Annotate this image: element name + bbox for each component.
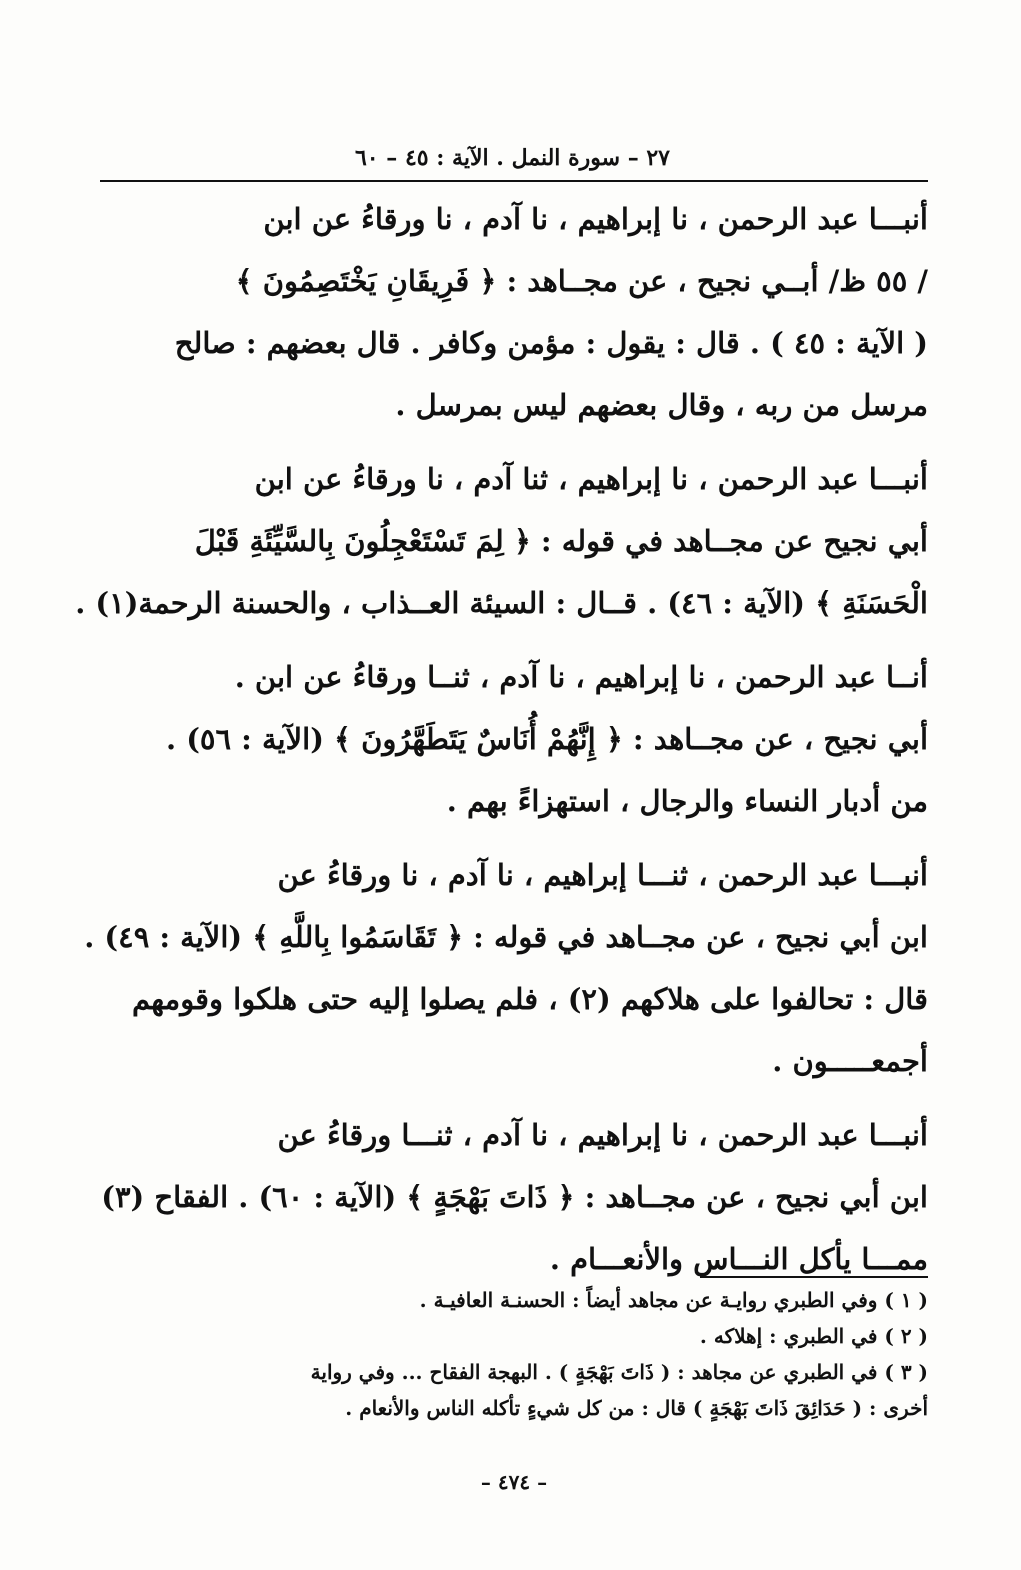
- text-line: ممـــا يأكل النـــاس والأنعـــام .: [549, 1242, 928, 1276]
- page-number: – ٤٧٤ –: [480, 1470, 548, 1494]
- footnote-divider: [700, 1276, 928, 1278]
- text-line: الْحَسَنَةِ ﴾ (الآية : ٤٦) . قــال : السيئة العــذاب ، والحسنة الرحمة(١) .: [75, 586, 928, 620]
- text-line: أنــا عبد الرحمن ، نا إبراهيم ، نا آدم ، ثنــا ورقاءُ عن ابن .: [234, 660, 928, 694]
- text-line: أبي نجيح ، عن مجــاهد : ﴿ إِنَّهُمْ أُنَاسٌ يَتَطَهَّرُونَ ﴾ (الآية : ٥٦) .: [166, 722, 928, 756]
- running-header: ٢٧ – سورة النمل . الآية : ٤٥ – ٦٠: [354, 145, 670, 171]
- text-line: ابن أبي نجيح ، عن مجــاهد : ﴿ ذَاتَ بَهْجَةٍ ﴾ (الآية : ٦٠) . الفقاح (٣): [101, 1180, 928, 1214]
- footnote-1: ( ١ ) وفي الطبري روايـة عن مجاهد أيضاً : الحسنـة العافيـة .: [419, 1288, 928, 1312]
- footnote-2: ( ٢ ) في الطبري : إهلاكه .: [699, 1324, 928, 1348]
- footnote-3: ( ٣ ) في الطبري عن مجاهد : ( ذَاتَ بَهْجَةٍ ) . البهجة الفقاح ... وفي رواية: [310, 1360, 928, 1384]
- text-body: [75, 188, 928, 1290]
- text-line: أنبـــا عبد الرحمن ، نا إبراهيم ، نا آدم ، ثنـــا ورقاءُ عن: [277, 1118, 928, 1152]
- text-line: / ٥٥ ظ/ أبــي نجيح ، عن مجــاهد : ﴿ فَرِيقَانِ يَخْتَصِمُونَ ﴾: [235, 264, 928, 298]
- paragraph-3: [100, 646, 928, 832]
- text-line: قال : تحالفوا على هلاكهم (٢) ، فلم يصلوا إليه حتى هلكوا وقومهم: [132, 982, 928, 1016]
- text-line: ابن أبي نجيح ، عن مجــاهد في قوله : ﴿ تَقَاسَمُوا بِاللَّهِ ﴾ (الآية : ٤٩) .: [84, 920, 928, 954]
- footnote-3-continued: أخرى : ( حَدَائِقَ ذَاتَ بَهْجَةٍ ) قال : من كل شيءٍ تأكله الناس والأنعام .: [345, 1396, 928, 1420]
- text-line: أنبـــا عبد الرحمن ، نا إبراهيم ، ثنا آدم ، نا ورقاءُ عن ابن: [254, 462, 928, 496]
- paragraph-1: [100, 188, 928, 436]
- paragraph-2: [75, 448, 928, 634]
- text-line: أنبـــا عبد الرحمن ، نا إبراهيم ، نا آدم ، نا ورقاءُ عن ابن: [263, 202, 928, 236]
- text-line: أجمعـــــون .: [772, 1044, 928, 1078]
- text-line: ( الآية : ٤٥ ) . قال : يقول : مؤمن وكافر . قال بعضهم : صالح: [174, 326, 928, 360]
- text-line: أنبـــا عبد الرحمن ، ثنـــا إبراهيم ، نا آدم ، نا ورقاءُ عن: [277, 858, 928, 892]
- paragraph-4: [84, 844, 928, 1092]
- footnotes: [100, 1282, 928, 1426]
- text-line: أبي نجيح عن مجــاهد في قوله : ﴿ لِمَ تَسْتَعْجِلُونَ بِالسَّيِّئَةِ قَبْلَ: [194, 524, 928, 558]
- text-line: من أدبار النساء والرجال ، استهزاءً بهم .: [446, 784, 928, 818]
- header-divider: [100, 180, 928, 182]
- text-line: مرسل من ربه ، وقال بعضهم ليس بمرسل .: [395, 388, 928, 422]
- paragraph-5: [100, 1104, 928, 1290]
